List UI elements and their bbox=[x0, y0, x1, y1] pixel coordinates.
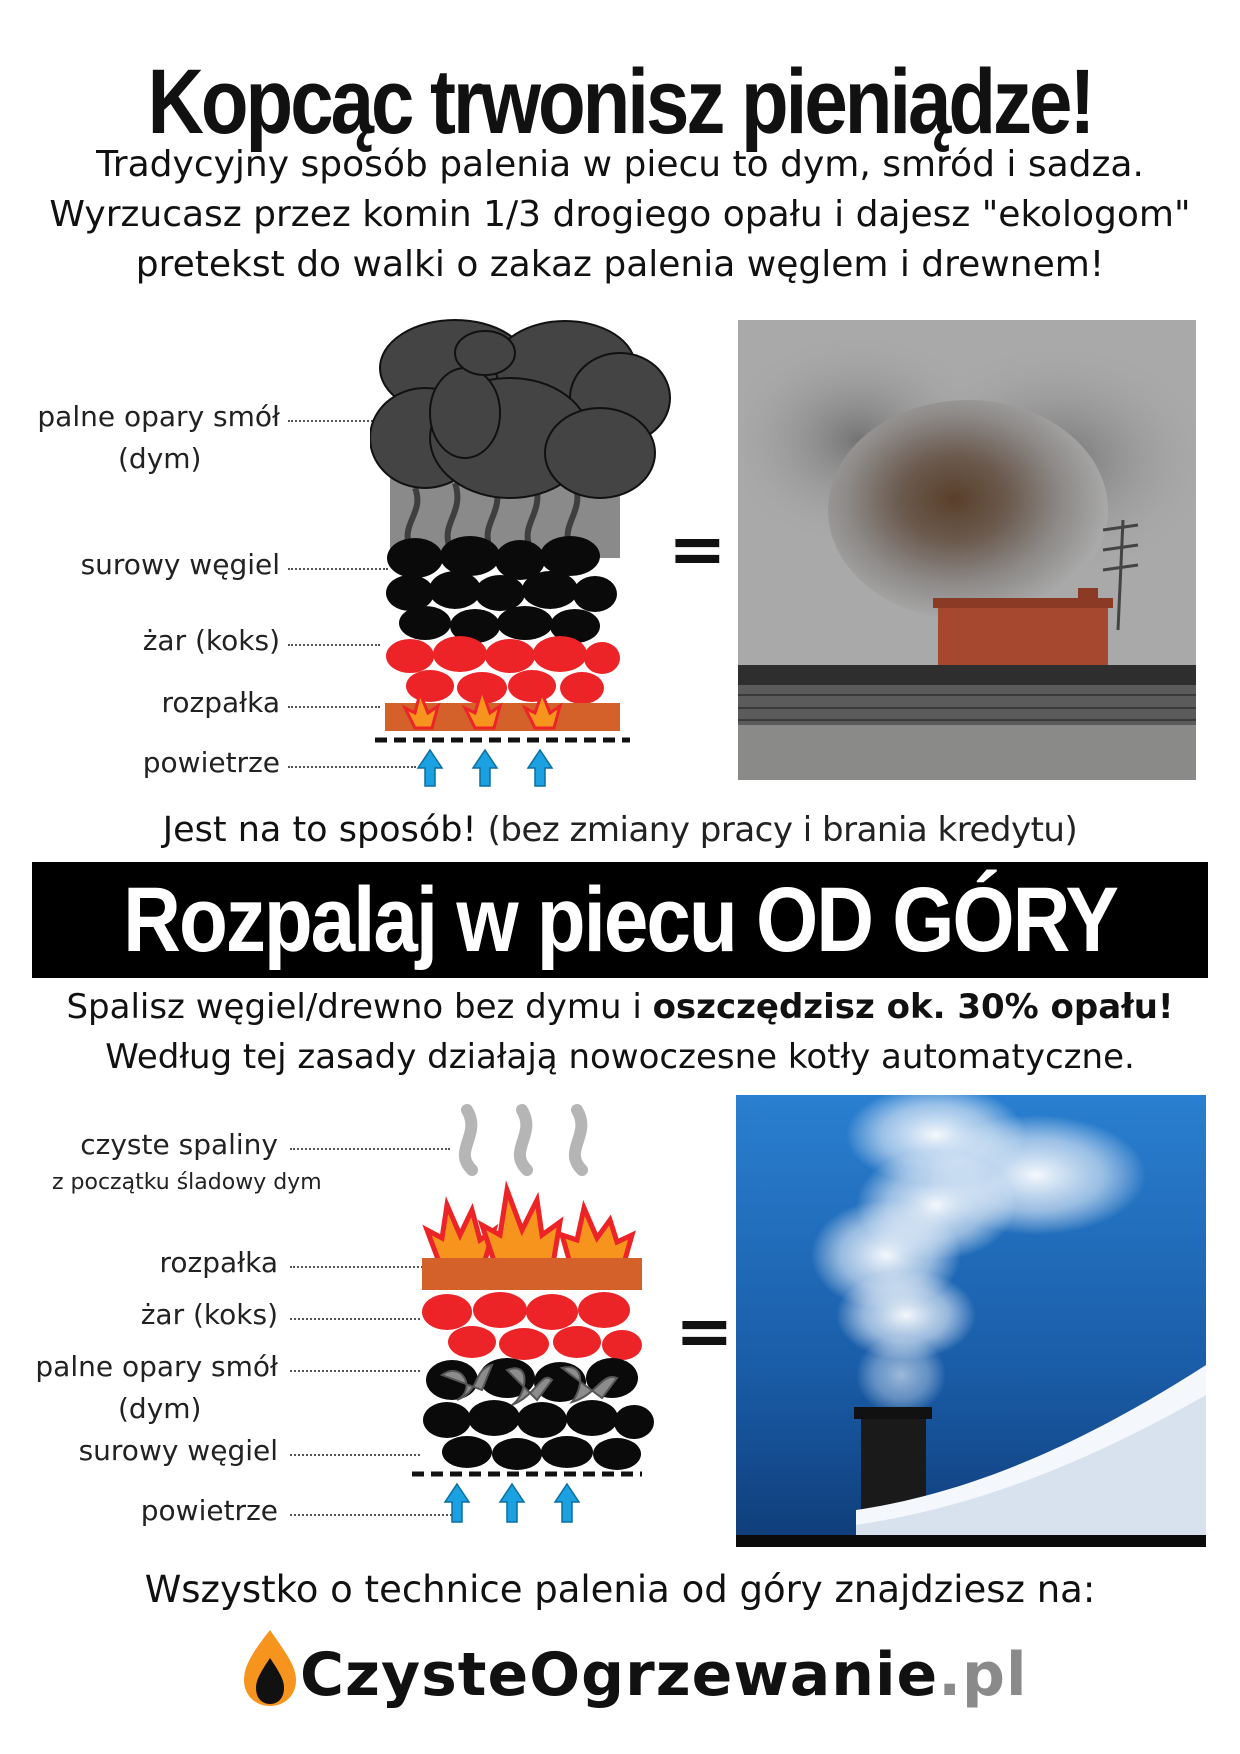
leader-coal-bottom bbox=[290, 1454, 420, 1456]
leader-ember-bottom bbox=[290, 1318, 420, 1320]
benefit-line-1 bbox=[0, 982, 1240, 1032]
smoky-chimney-photo bbox=[738, 320, 1196, 780]
equals-sign-bottom: = bbox=[675, 1290, 734, 1372]
label-air-bottom: powietrze bbox=[140, 1494, 278, 1527]
intro-line-1: Tradycyjny sposób palenia w piecu to dym, smród i sadza. bbox=[96, 144, 1144, 185]
equals-sign-top: = bbox=[668, 508, 727, 590]
leader-smoke-bottom bbox=[290, 1370, 420, 1372]
top-down-stove-diagram bbox=[412, 1090, 672, 1540]
clean-chimney-photo bbox=[736, 1095, 1206, 1547]
footer-text: Wszystko o technice palenia od góry znajdziesz na: bbox=[144, 1568, 1096, 1611]
logo-main: CzysteOgrzewanie bbox=[300, 1640, 939, 1710]
coal-layer bbox=[386, 536, 617, 643]
label-air-top: powietrze bbox=[142, 746, 280, 779]
label-coal-bottom: surowy węgiel bbox=[78, 1434, 278, 1467]
smoke-cloud bbox=[370, 320, 670, 498]
solution-paren: (bez zmiany pracy i brania kredytu) bbox=[487, 810, 1078, 850]
label-coal-top: surowy węgiel bbox=[80, 548, 280, 581]
ember-layer-bottom bbox=[422, 1292, 642, 1360]
solution-lead: Jest na to sposób! bbox=[162, 810, 477, 850]
leader-ember-top bbox=[288, 644, 380, 646]
benefit-line-2: Według tej zasady działają nowoczesne kotły automatyczne. bbox=[105, 1037, 1135, 1077]
traditional-stove-diagram bbox=[370, 318, 680, 788]
leader-kindling-bottom bbox=[290, 1266, 426, 1268]
label-ember-top: żar (koks) bbox=[142, 624, 280, 657]
intro-line-2: Wyrzucasz przez komin 1/3 drogiego opału i dajesz "ekologom" bbox=[49, 194, 1191, 235]
banner bbox=[32, 862, 1208, 978]
label-clean-exhaust: czyste spaliny bbox=[80, 1128, 278, 1161]
clean-exhaust-wisps bbox=[465, 1110, 582, 1170]
site-logo[interactable] bbox=[300, 1640, 1028, 1710]
label-kindling-top: rozpałka bbox=[161, 686, 280, 719]
leader-smoke-top bbox=[288, 420, 380, 422]
benefit-text bbox=[0, 982, 1240, 1082]
logo-tld: .pl bbox=[938, 1640, 1028, 1710]
intro-text bbox=[0, 140, 1240, 290]
label-smoke-top: palne opary smół bbox=[37, 400, 280, 433]
flame-logo-icon bbox=[240, 1628, 300, 1708]
label-kindling-bottom: rozpałka bbox=[159, 1246, 278, 1279]
label-smoke-sub-bottom: (dym) bbox=[118, 1392, 202, 1425]
solution-line bbox=[0, 810, 1240, 850]
label-clean-sub: z początku śladowy dym bbox=[52, 1170, 322, 1195]
banner-text: Rozpalaj w piecu OD GÓRY bbox=[123, 868, 1117, 971]
air-arrows-bottom bbox=[445, 1484, 579, 1522]
intro-line-3: pretekst do walki o zakaz palenia węglem i drewnem! bbox=[135, 244, 1105, 285]
page-title: Kopcąc trwonisz pieniądze! bbox=[147, 49, 1093, 154]
benefit-line-1-bold: oszczędzisz ok. 30% opału! bbox=[652, 987, 1174, 1027]
label-smoke-bottom: palne opary smół bbox=[35, 1350, 278, 1383]
benefit-line-1-pre: Spalisz węgiel/drewno bez dymu i bbox=[66, 987, 653, 1027]
label-smoke-sub-top: (dym) bbox=[118, 442, 202, 475]
leader-kindling-top bbox=[288, 706, 380, 708]
air-arrows bbox=[418, 750, 552, 786]
label-ember-bottom: żar (koks) bbox=[140, 1298, 278, 1331]
kindling-bottom bbox=[422, 1258, 642, 1290]
